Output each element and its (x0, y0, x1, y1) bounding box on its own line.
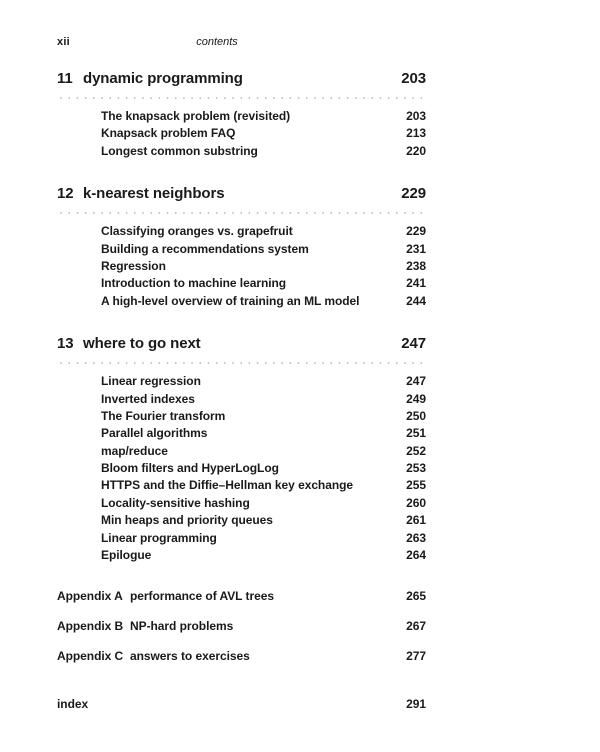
toc-entry[interactable] (101, 477, 426, 494)
entry-page-number: 251 (406, 426, 426, 441)
chapter-heading[interactable] (57, 185, 426, 205)
index-entry[interactable] (57, 697, 426, 711)
entry-title: Longest common substring (101, 143, 258, 158)
appendix-label: Appendix A (57, 589, 123, 604)
toc-entry[interactable] (101, 143, 426, 160)
toc-entry[interactable] (101, 391, 426, 408)
entry-title: Locality-sensitive hashing (101, 495, 250, 510)
chapter-block (57, 70, 426, 185)
table-of-contents (57, 70, 426, 711)
toc-entry[interactable] (101, 125, 426, 142)
toc-entry[interactable] (101, 495, 426, 512)
dotted-rule (57, 95, 426, 99)
appendix-label: Appendix C (57, 649, 124, 664)
chapter-title: dynamic programming (83, 70, 243, 87)
entry-title: Regression (101, 258, 166, 273)
chapter-entries (57, 108, 426, 160)
section-spacer (57, 564, 426, 589)
chapter-list (57, 70, 426, 589)
entry-title: map/reduce (101, 443, 168, 458)
appendix-page-number: 267 (406, 619, 426, 634)
index-label: index (57, 697, 89, 712)
entry-title: Parallel algorithms (101, 426, 208, 441)
entry-title: Bloom filters and HyperLogLog (101, 461, 279, 476)
entry-title: Min heaps and priority queues (101, 513, 273, 528)
appendix-title: performance of AVL trees (130, 589, 274, 604)
entry-page-number: 241 (406, 276, 426, 291)
entry-page-number: 250 (406, 408, 426, 423)
section-spacer (57, 160, 426, 185)
toc-entry[interactable] (101, 223, 426, 240)
entry-page-number: 213 (406, 126, 426, 141)
chapter-title: where to go next (83, 335, 201, 353)
entry-title: Building a recommendations system (101, 241, 309, 256)
entry-page-number: 260 (406, 495, 426, 510)
entry-page-number: 238 (406, 258, 426, 273)
toc-entry[interactable] (101, 547, 426, 564)
folio-number: xii (57, 36, 70, 48)
entry-page-number: 261 (406, 513, 426, 528)
appendix-list (57, 589, 426, 679)
appendix-entry[interactable] (57, 589, 426, 619)
entry-title: Knapsack problem FAQ (101, 126, 236, 141)
running-head-title: contents (196, 36, 238, 48)
appendix-title: answers to exercises (130, 649, 250, 664)
entry-page-number: 229 (406, 224, 426, 239)
appendix-page-number: 265 (406, 589, 426, 604)
chapter-block (57, 185, 426, 335)
toc-entry[interactable] (101, 408, 426, 425)
toc-entry[interactable] (101, 425, 426, 442)
toc-entry[interactable] (101, 258, 426, 275)
entry-page-number: 203 (406, 109, 426, 123)
entry-title: The Fourier transform (101, 408, 226, 423)
entry-page-number: 220 (406, 143, 426, 158)
chapter-page-number: 229 (401, 185, 426, 203)
toc-entry[interactable] (101, 460, 426, 477)
dotted-rule (57, 360, 426, 364)
chapter-number: 12 (57, 185, 74, 203)
chapter-page-number: 203 (401, 70, 426, 87)
chapter-heading[interactable] (57, 70, 426, 90)
chapter-number: 13 (57, 335, 74, 353)
entry-page-number: 249 (406, 391, 426, 406)
entry-page-number: 252 (406, 443, 426, 458)
entry-page-number: 247 (406, 374, 426, 389)
entry-title: Inverted indexes (101, 391, 195, 406)
entry-title: HTTPS and the Diffie–Hellman key exchange (101, 478, 354, 493)
appendix-page-number: 277 (406, 649, 426, 664)
appendix-label: Appendix B (57, 619, 124, 634)
toc-entry[interactable] (101, 512, 426, 529)
chapter-heading[interactable] (57, 335, 426, 355)
entry-page-number: 255 (406, 478, 426, 493)
appendix-title: NP-hard problems (130, 619, 234, 634)
section-spacer (57, 310, 426, 335)
entry-title: A high-level overview of training an ML model (101, 293, 360, 308)
toc-entry[interactable] (101, 530, 426, 547)
appendix-entry[interactable] (57, 619, 426, 649)
chapter-number: 11 (57, 70, 73, 87)
toc-entry[interactable] (101, 443, 426, 460)
toc-entry[interactable] (101, 275, 426, 292)
entry-title: Epilogue (101, 548, 152, 563)
entry-title: Introduction to machine learning (101, 276, 287, 291)
entry-title: Linear regression (101, 374, 201, 389)
index-page-number: 291 (406, 697, 426, 712)
dotted-rule (57, 210, 426, 214)
running-head (57, 36, 426, 52)
toc-entry[interactable] (101, 241, 426, 258)
entry-page-number: 264 (406, 548, 426, 563)
chapter-entries (57, 373, 426, 564)
entry-page-number: 231 (406, 241, 426, 256)
chapter-page-number: 247 (401, 335, 426, 353)
entry-page-number: 253 (406, 461, 426, 476)
chapter-block (57, 335, 426, 589)
appendix-entry[interactable] (57, 649, 426, 679)
toc-entry[interactable] (101, 293, 426, 310)
chapter-title: k-nearest neighbors (83, 185, 225, 203)
entry-title: Classifying oranges vs. grapefruit (101, 224, 293, 239)
entry-title: Linear programming (101, 530, 217, 545)
toc-entry[interactable] (101, 108, 426, 125)
entry-page-number: 244 (406, 293, 426, 308)
entry-title: The knapsack problem (revisited) (101, 109, 291, 123)
entry-page-number: 263 (406, 530, 426, 545)
toc-entry[interactable] (101, 373, 426, 390)
chapter-entries (57, 223, 426, 310)
